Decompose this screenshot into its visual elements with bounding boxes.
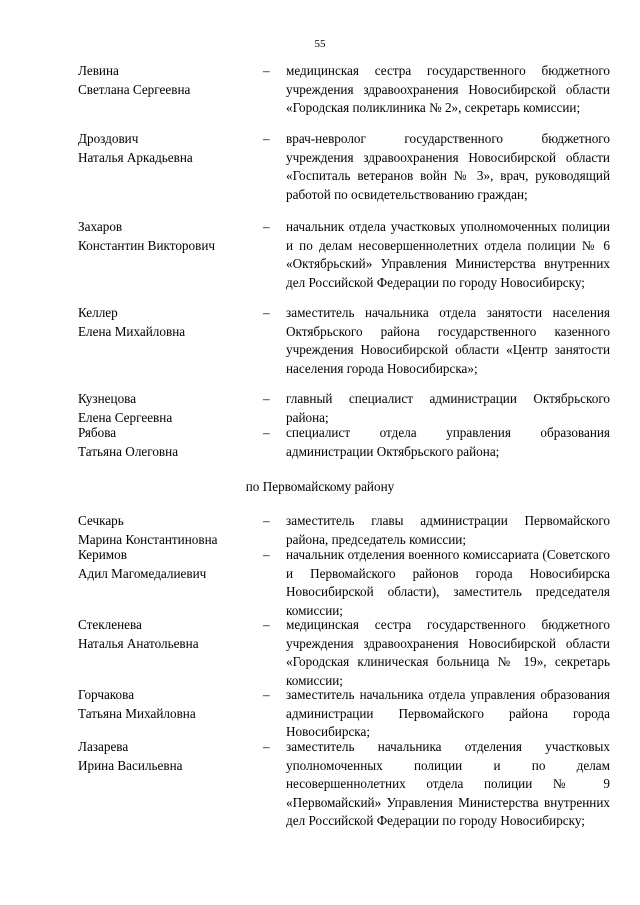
member-given-names: Ирина Васильевна [78, 757, 183, 773]
page-number: 55 [314, 38, 326, 50]
member-name [78, 686, 268, 723]
member-surname: Лазарева [78, 739, 129, 754]
member-given-names: Елена Михайловна [78, 323, 186, 339]
member-name [78, 424, 268, 461]
member-given-names: Татьяна Олеговна [78, 443, 179, 459]
member-description: медицинская сестра государственного бюджетного учреждения здравоохранения Новосибирской области «Городская поликлиника № 2», секретарь комиссии; [286, 63, 610, 116]
member-description: начальник отдела участковых уполномоченных полиции и по делам несовершеннолетних отдела полиции № 6 «Октябрьский» Управления Министерства внутренних дел Российской Федерации по городу Новосибирску; [286, 219, 610, 290]
member-surname: Стекленева [78, 617, 142, 632]
member-description: врач-невролог государственного бюджетного учреждения здравоохранения Новосибирской области «Госпиталь ветеранов войн № 3», врач, руководящий работой по освидетельствованию граждан; [286, 131, 610, 202]
member-surname: Горчакова [78, 687, 135, 702]
member-surname: Кузнецова [78, 391, 137, 406]
section-heading: по Первомайскому району [245, 479, 395, 494]
member-description: медицинская сестра государственного бюджетного учреждения здравоохранения Новосибирской области «Городская клиническая больница № 19», секретарь комиссии; [286, 617, 610, 688]
member-description: заместитель начальника отдела управления образования администрации Первомайского района города Новосибирска; [286, 687, 610, 740]
member-description: начальник отделения военного комиссариата (Советского и Первомайского районов города Новосибирска Новосибирской области), заместитель председателя комиссии; [286, 547, 610, 618]
member-surname: Керимов [78, 547, 127, 562]
dash-separator: – [263, 547, 270, 562]
member-name [78, 616, 268, 653]
member-name [78, 546, 268, 583]
dash-separator: – [263, 391, 270, 406]
member-description: главный специалист администрации Октябрьского района; [286, 391, 610, 425]
member-given-names: Марина Константиновна [78, 531, 218, 547]
member-description: заместитель начальника отдела занятости населения Октябрьского района государственного казенного учреждения Новосибирской области «Центр занятости населения города Новосибирска»; [286, 305, 610, 376]
member-surname: Дроздович [78, 131, 139, 146]
dash-separator: – [263, 687, 270, 702]
dash-separator: – [263, 131, 270, 146]
member-given-names: Елена Сергеевна [78, 409, 173, 425]
member-given-names: Светлана Сергеевна [78, 81, 191, 97]
member-name [78, 738, 268, 775]
member-name [78, 304, 268, 341]
member-given-names: Татьяна Михайловна [78, 705, 196, 721]
dash-separator: – [263, 513, 270, 528]
dash-separator: – [263, 63, 270, 78]
member-name [78, 218, 268, 255]
member-description: заместитель начальника отделения участковых уполномоченных полиции и по делам несовершеннолетних отдела полиции № 9 «Первомайский» Управления Министерства внутренних дел Российской Федерации по городу Новосибирску; [286, 739, 610, 829]
dash-separator: – [263, 219, 270, 234]
dash-separator: – [263, 617, 270, 632]
member-surname: Сечкарь [78, 513, 124, 528]
member-surname: Левина [78, 63, 119, 78]
member-surname: Келлер [78, 305, 118, 320]
member-name [78, 130, 268, 167]
member-name [78, 390, 268, 427]
member-given-names: Наталья Анатольевна [78, 635, 199, 651]
member-description: заместитель главы администрации Первомайского района, председатель комиссии; [286, 513, 610, 547]
member-surname: Рябова [78, 425, 117, 440]
member-given-names: Адил Магомедалиевич [78, 565, 207, 581]
member-surname: Захаров [78, 219, 123, 234]
dash-separator: – [263, 739, 270, 754]
dash-separator: – [263, 425, 270, 440]
member-given-names: Наталья Аркадьевна [78, 149, 193, 165]
member-given-names: Константин Викторович [78, 237, 216, 253]
member-name [78, 62, 268, 99]
dash-separator: – [263, 305, 270, 320]
member-name [78, 512, 268, 549]
member-description: специалист отдела управления образования администрации Октябрьского района; [286, 425, 610, 459]
